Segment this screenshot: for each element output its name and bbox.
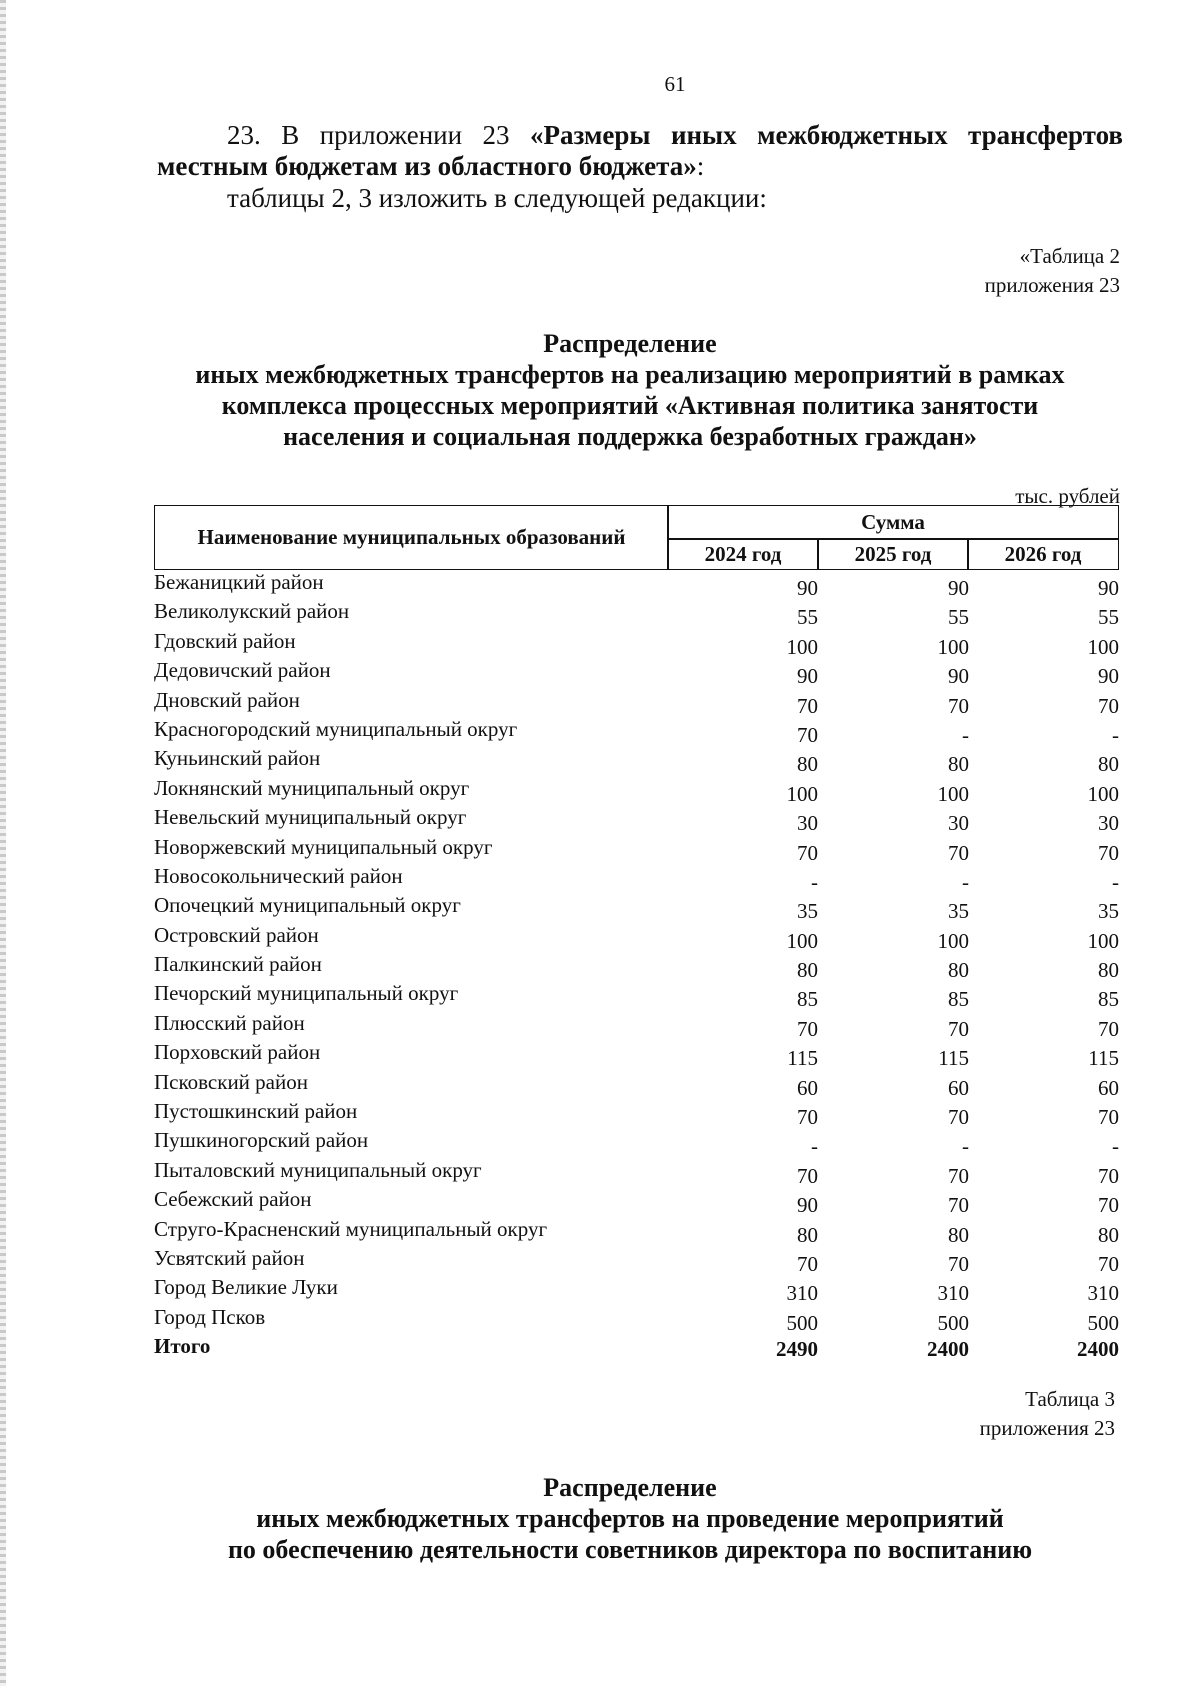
- amount-2024: 2490: [776, 1337, 818, 1362]
- amount-2025: 70: [948, 1193, 969, 1218]
- municipality-name: Локнянский муниципальный округ: [154, 775, 470, 800]
- amount-2025: 90: [948, 576, 969, 600]
- municipality-name: Псковский район: [154, 1069, 308, 1094]
- municipality-name: Дновский район: [154, 687, 300, 712]
- amount-2025: 100: [937, 928, 969, 953]
- municipality-name: Порховский район: [154, 1040, 321, 1065]
- municipality-name: Плюсский район: [154, 1010, 305, 1035]
- amount-2026: 80: [1098, 958, 1119, 983]
- table2-heading-line3: комплекса процессных мероприятий «Активная политика занятости: [221, 391, 1039, 420]
- table-row: [154, 570, 1119, 599]
- amount-2026: 100: [1087, 634, 1119, 659]
- table-row: [154, 923, 1119, 952]
- municipality-name: Усвятский район: [154, 1245, 305, 1270]
- municipality-name: Дедовичский район: [154, 658, 331, 683]
- amount-2025: 70: [948, 1105, 969, 1130]
- amount-2026: 90: [1098, 664, 1119, 689]
- municipality-name: Великолукский район: [154, 599, 350, 624]
- table2-ref-line1: «Таблица 2: [1019, 244, 1120, 268]
- municipality-name: Печорский муниципальный округ: [154, 981, 459, 1006]
- table-row: [154, 893, 1119, 922]
- table3-heading-line3: по обеспечению деятельности советников директора по воспитанию: [227, 1535, 1033, 1564]
- amount-2025: 30: [948, 811, 969, 836]
- amount-2026: 70: [1098, 840, 1119, 865]
- table-row: [154, 1187, 1119, 1216]
- amount-2025: -: [962, 722, 969, 747]
- amount-2026: 90: [1098, 576, 1119, 600]
- table3-heading: [140, 1472, 1120, 1565]
- column-header-2026: 2026 год: [967, 538, 1119, 570]
- amount-2024: 90: [797, 1193, 818, 1218]
- amount-2024: 35: [797, 899, 818, 924]
- amount-2025: 100: [937, 634, 969, 659]
- municipality-name: Струго-Красненский муниципальный округ: [154, 1216, 548, 1241]
- units-label: тыс. рублей: [1015, 484, 1120, 508]
- municipality-name: Новосокольнический район: [154, 863, 403, 888]
- amount-2025: 70: [948, 840, 969, 865]
- table-total-row: [154, 1334, 1119, 1363]
- amount-2026: 70: [1098, 1105, 1119, 1130]
- amount-2026: 100: [1087, 928, 1119, 953]
- amount-2024: -: [811, 869, 818, 894]
- table2-heading-line4: населения и социальная поддержка безработных граждан»: [283, 422, 977, 451]
- page-number: 61: [664, 72, 686, 96]
- amount-2024: 60: [797, 1075, 818, 1100]
- table-row: [154, 1070, 1119, 1099]
- amount-2026: 500: [1087, 1310, 1119, 1335]
- amount-2024: 55: [797, 605, 818, 630]
- table-row: [154, 629, 1119, 658]
- table2-ref-line2: приложения 23: [984, 273, 1120, 297]
- amount-2025: 55: [948, 605, 969, 630]
- table3-ref-line1: Таблица 3: [1025, 1387, 1115, 1411]
- municipality-name: Город Великие Луки: [154, 1275, 338, 1300]
- amount-2026: -: [1112, 722, 1119, 747]
- table-row: [154, 717, 1119, 746]
- amount-2026: 115: [1088, 1046, 1119, 1071]
- municipality-name: Гдовский район: [154, 628, 296, 653]
- municipality-name: Бежаницкий район: [154, 570, 324, 594]
- amount-2026: 60: [1098, 1075, 1119, 1100]
- table-row: [154, 688, 1119, 717]
- amount-2024: -: [811, 1134, 818, 1159]
- table3-reference: [980, 1385, 1115, 1443]
- amendment-paragraph: [157, 120, 1123, 182]
- table-row: [154, 1158, 1119, 1187]
- amount-2024: 115: [787, 1046, 818, 1071]
- amount-2025: 60: [948, 1075, 969, 1100]
- amount-2024: 70: [797, 840, 818, 865]
- table-row: [154, 1128, 1119, 1157]
- item-text: 23. В приложении 23: [227, 120, 531, 150]
- amount-2024: 70: [797, 722, 818, 747]
- municipality-name: Пушкиногорский район: [154, 1128, 369, 1153]
- table2-heading-line1: Распределение: [543, 329, 717, 358]
- column-header-sum: Сумма: [667, 505, 1119, 540]
- table-row: [154, 776, 1119, 805]
- amount-2024: 100: [786, 781, 818, 806]
- amount-2024: 70: [797, 1105, 818, 1130]
- municipality-name: Город Псков: [154, 1304, 266, 1329]
- amount-2024: 70: [797, 693, 818, 718]
- municipality-name: Новоржевский муниципальный округ: [154, 834, 493, 859]
- amount-2024: 90: [797, 664, 818, 689]
- amount-2024: 70: [797, 1163, 818, 1188]
- instruction-paragraph: таблицы 2, 3 изложить в следующей редакции:: [227, 183, 767, 213]
- table3-heading-line2: иных межбюджетных трансфертов на проведение мероприятий: [256, 1504, 1004, 1533]
- total-label: Итого: [154, 1334, 211, 1359]
- column-header-name: Наименование муниципальных образований: [154, 505, 669, 570]
- colon: :: [696, 151, 705, 181]
- amount-2025: 70: [948, 693, 969, 718]
- amount-2024: 85: [797, 987, 818, 1012]
- amount-2026: 70: [1098, 1016, 1119, 1041]
- amount-2025: 70: [948, 1251, 969, 1276]
- table3-heading-line1: Распределение: [543, 1473, 717, 1502]
- table-row: [154, 658, 1119, 687]
- amount-2026: 55: [1098, 605, 1119, 630]
- amount-2026: 35: [1098, 899, 1119, 924]
- municipality-name: Красногородский муниципальный округ: [154, 716, 518, 741]
- municipality-name: Пустошкинский район: [154, 1099, 358, 1124]
- table3-ref-line2: приложения 23: [979, 1416, 1115, 1440]
- table2-heading-line2: иных межбюджетных трансфертов на реализацию мероприятий в рамках: [195, 360, 1065, 389]
- amount-2025: 500: [937, 1310, 969, 1335]
- table-row: [154, 864, 1119, 893]
- amount-2026: 310: [1087, 1281, 1119, 1306]
- table2-body: [154, 570, 1119, 1364]
- amount-2025: 100: [937, 781, 969, 806]
- amount-2025: 2400: [927, 1337, 969, 1362]
- amount-2024: 90: [797, 576, 818, 600]
- amount-2024: 310: [786, 1281, 818, 1306]
- amount-2025: 115: [938, 1046, 969, 1071]
- amount-2025: 35: [948, 899, 969, 924]
- amount-2024: 100: [786, 634, 818, 659]
- table-row: [154, 1275, 1119, 1304]
- table-row: [154, 981, 1119, 1010]
- amount-2026: 100: [1087, 781, 1119, 806]
- amount-2025: 80: [948, 752, 969, 777]
- amount-2025: 80: [948, 1222, 969, 1247]
- amount-2025: 85: [948, 987, 969, 1012]
- amount-2025: 70: [948, 1163, 969, 1188]
- column-header-2025: 2025 год: [817, 538, 969, 570]
- amount-2024: 80: [797, 1222, 818, 1247]
- amount-2025: 90: [948, 664, 969, 689]
- amount-2024: 30: [797, 811, 818, 836]
- amount-2024: 100: [786, 928, 818, 953]
- table-row: [154, 746, 1119, 775]
- table-row: [154, 805, 1119, 834]
- amount-2025: 70: [948, 1016, 969, 1041]
- table-row: [154, 1246, 1119, 1275]
- amount-2026: 80: [1098, 1222, 1119, 1247]
- municipality-name: Себежский район: [154, 1187, 312, 1212]
- municipality-name: Пыталовский муниципальный округ: [154, 1157, 482, 1182]
- amount-2026: -: [1112, 869, 1119, 894]
- amount-2026: 80: [1098, 752, 1119, 777]
- municipality-name: Невельский муниципальный округ: [154, 805, 467, 830]
- table-row: [154, 1099, 1119, 1128]
- table2-reference: [985, 242, 1120, 300]
- table-row: [154, 835, 1119, 864]
- municipality-name: Куньинский район: [154, 746, 321, 771]
- scan-edge: [0, 0, 6, 1686]
- amount-2025: -: [962, 869, 969, 894]
- amount-2024: 80: [797, 752, 818, 777]
- amount-2026: 70: [1098, 1251, 1119, 1276]
- table-row: [154, 1040, 1119, 1069]
- amount-2024: 80: [797, 958, 818, 983]
- appendix-title: «Размеры иных межбюджетных трансфертов местным бюджетам из областного бюджета»: [157, 120, 1123, 181]
- municipality-name: Опочецкий муниципальный округ: [154, 893, 461, 918]
- amount-2025: 80: [948, 958, 969, 983]
- municipality-name: Островский район: [154, 922, 319, 947]
- amount-2026: 2400: [1077, 1337, 1119, 1362]
- table-row: [154, 1305, 1119, 1334]
- table-row: [154, 952, 1119, 981]
- amount-2026: 85: [1098, 987, 1119, 1012]
- amount-2026: 70: [1098, 1193, 1119, 1218]
- amount-2026: 30: [1098, 811, 1119, 836]
- amount-2026: 70: [1098, 1163, 1119, 1188]
- amount-2025: -: [962, 1134, 969, 1159]
- table2-heading: [140, 328, 1120, 452]
- table-row: [154, 1217, 1119, 1246]
- amount-2024: 500: [786, 1310, 818, 1335]
- amount-2026: 70: [1098, 693, 1119, 718]
- amount-2026: -: [1112, 1134, 1119, 1159]
- municipality-name: Палкинский район: [154, 952, 322, 977]
- table-row: [154, 599, 1119, 628]
- amount-2024: 70: [797, 1016, 818, 1041]
- table-row: [154, 1011, 1119, 1040]
- amount-2025: 310: [937, 1281, 969, 1306]
- column-header-2024: 2024 год: [667, 538, 819, 570]
- amount-2024: 70: [797, 1251, 818, 1276]
